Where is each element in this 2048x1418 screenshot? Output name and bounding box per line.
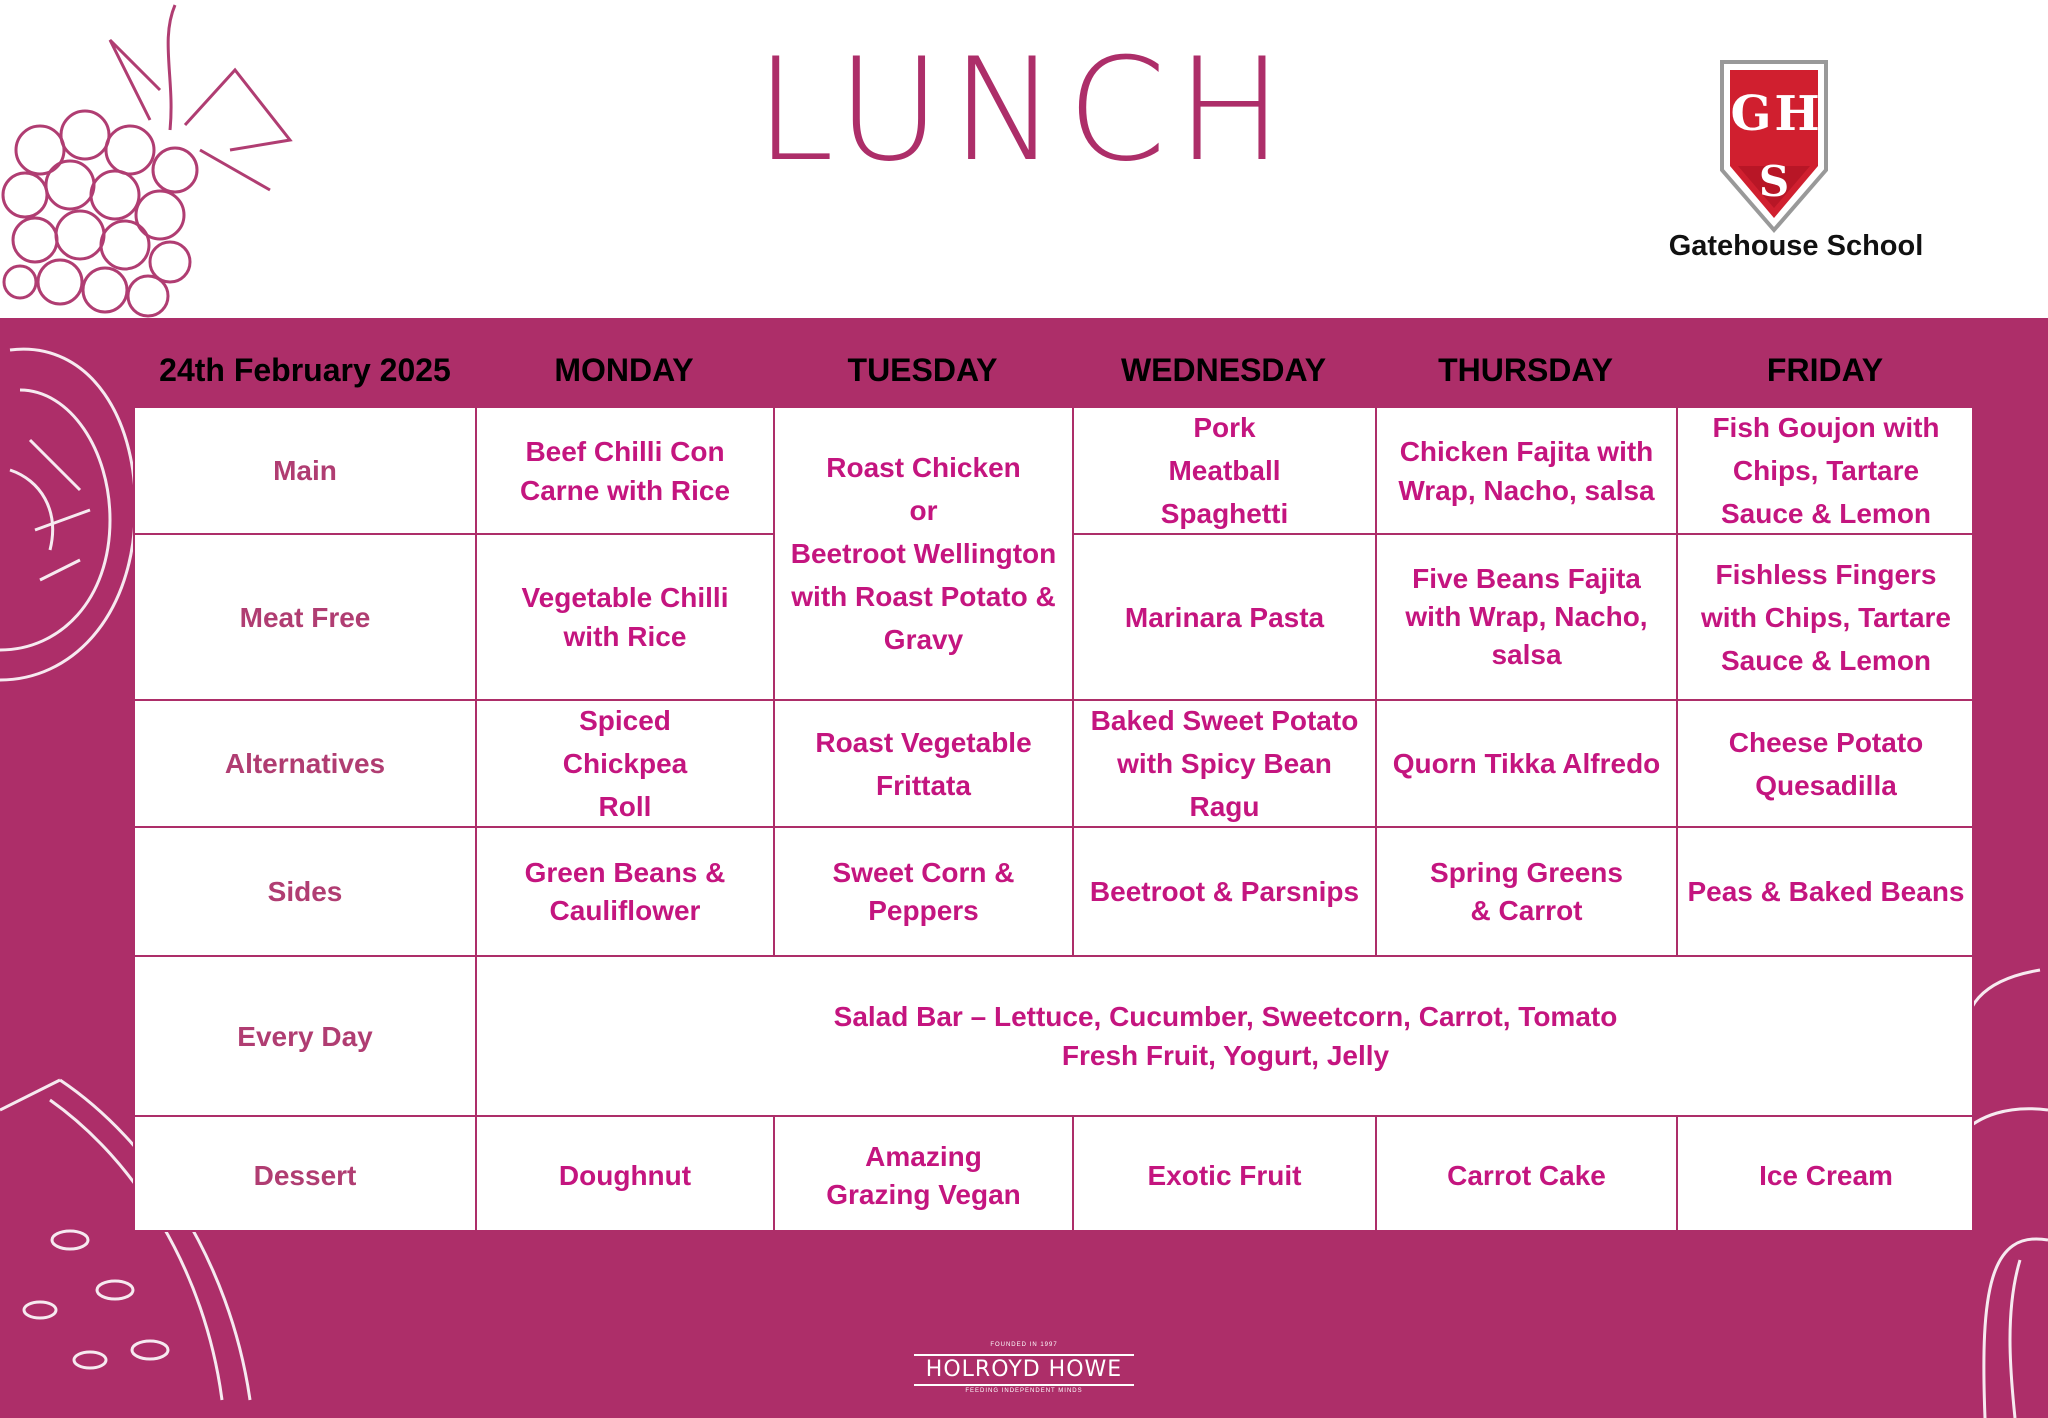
svg-text:G: G [1730,86,1772,142]
day-header-wednesday: WEDNESDAY [1120,352,1327,388]
row-label-sides: Sides [267,876,343,907]
svg-text:S: S [1758,157,1790,206]
day-header-tuesday: TUESDAY [847,352,998,388]
menu-item-sides-thursday: Spring Greens & Carrot [1430,856,1623,926]
menu-item-meat-free-friday: Fishless Fingers with Chips, Tartare Sauce & Lemon [1701,558,1951,676]
menu-item-sides-friday: Peas & Baked Beans [1687,876,1965,907]
fruit-line-art-left [0,330,140,710]
row-label-dessert: Dessert [253,1160,357,1191]
footer-founded: FOUNDED IN 1997 [990,1342,1058,1348]
menu-item-alternatives-tuesday: Roast Vegetable Frittata [815,726,1032,801]
footer-brand-logo: HOLROYD HOWE [914,1354,1134,1386]
menu-item-dessert-friday: Ice Cream [1759,1160,1893,1191]
row-label-meat-free: Meat Free [239,601,371,633]
menu-item-meat-free-wednesday: Marinara Pasta [1124,601,1325,633]
menu-item-meat-free-thursday: Five Beans Fajita with Wrap, Nacho, salsa [1405,563,1648,670]
menu-item-alternatives-thursday: Quorn Tikka Alfredo [1392,748,1661,779]
menu-item-dessert-tuesday: Amazing Grazing Vegan [826,1140,1021,1210]
row-label-every-day: Every Day [237,1020,373,1052]
menu-item-alternatives-friday: Cheese Potato Quesadilla [1728,726,1924,801]
menu-item-main-monday: Beef Chilli Con Carne with Rice [519,435,731,506]
menu-item-alternatives-monday: Spiced Chickpea Roll [562,705,688,822]
menu-item-beetroot-wellington: Beetroot Wellington with Roast Potato & Gravy [790,538,1057,655]
menu-item-sides-monday: Green Beans & Cauliflower [524,856,726,926]
svg-text:H: H [1774,86,1820,142]
menu-item-main-wednesday: Pork Meatball Spaghetti [1160,412,1289,529]
week-label: 24th February 2025 [159,352,451,388]
menu-item-dessert-thursday: Carrot Cake [1447,1160,1606,1191]
menu-item-meat-free-monday: Vegetable Chilli with Rice [521,582,729,652]
menu-item-or: or [909,495,938,526]
menu-item-main-thursday: Chicken Fajita with Wrap, Nacho, salsa [1398,435,1655,506]
school-name: Gatehouse School [1668,230,1924,262]
every-day-fruit: Fresh Fruit, Yogurt, Jelly [1061,1040,1390,1071]
row-label-alternatives: Alternatives [224,748,386,779]
menu-table [133,406,1974,1232]
menu-item-alternatives-wednesday: Baked Sweet Potato with Spicy Bean Ragu [1090,705,1359,822]
every-day-salad-bar: Salad Bar – Lettuce, Cucumber, Sweetcorn, Carrot, Tomato [833,1001,1618,1032]
menu-item-main-tuesday-merged [775,408,1072,699]
menu-item-dessert-wednesday: Exotic Fruit [1147,1160,1302,1191]
menu-item-sides-wednesday: Beetroot & Parsnips [1089,876,1360,907]
menu-item-main-friday: Fish Goujon with Chips, Tartare Sauce & Lemon [1712,412,1940,529]
footer-tagline: FEEDING INDEPENDENT MINDS [965,1388,1083,1394]
school-crest-logo [1718,58,1830,234]
page-title: LUNCH [754,28,1294,193]
menu-item-every-day [477,957,1974,1115]
menu-item-roast-chicken: Roast Chicken [826,452,1021,483]
day-header-friday: FRIDAY [1766,352,1884,388]
day-header-monday: MONDAY [554,352,694,388]
day-header-thursday: THURSDAY [1438,352,1613,388]
menu-item-dessert-monday: Doughnut [558,1160,692,1191]
row-label-main: Main [273,455,337,486]
menu-item-sides-tuesday: Sweet Corn & Peppers [832,856,1015,926]
